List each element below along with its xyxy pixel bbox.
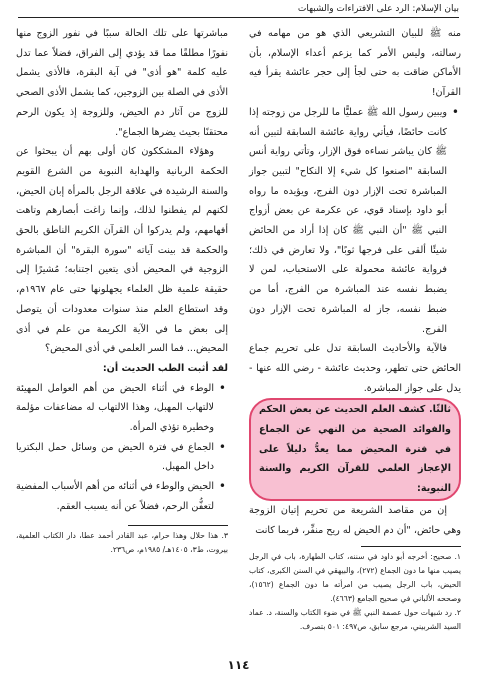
footnote: ٣. هذا حلال وهذا حرام، عبد القادر أحمد عطا، دار الكتاب العلمية، بيروت، ط٣، ١٤٠٥هـ/ ١٩٨٥م، ص٢٣٦.	[16, 530, 228, 554]
footnote-divider	[128, 525, 228, 526]
bullet-item: • الحيض والوطء في أثنائه من أهم الأسباب المفضية لتعفُّن الرحم، فضلاً عن أنه يسبب العقم.	[16, 477, 228, 516]
text-columns	[16, 24, 461, 650]
paragraph: وهؤلاء المشككون كان أولى بهم أن يبحثوا عن الحكمة الربانية والهداية النبوية من الشرع القويم والسنة الرشيدة في علاقة الرجل بالمرأة إبان الحيض، لكنهم لم يفطنوا لذلك، وإنما زاغت أبصارهم وتاهت أفهامهم، ولم يدركوا أن القرآن الكريم الناطق بالحق والحكمة قد بينت آياته "سورة البقرة" أن المباشرة الزوجية في المحيض أذى يتعين اجتنابه؛ مُشيرًا إلى حقيقة علمية ظل العلماء يجهلونها حتى عام ١٩٦٧م، وقد استطاع العلم منذ سنوات معدودات أن يتوصل إلى بعض ما في الآية الكريمة من علم في أذى المحيض... فما السر العلمي في أذى المحيض؟	[16, 146, 228, 355]
footnote-divider	[361, 546, 461, 547]
paragraph: منه ﷺ للبيان التشريعي الذي هو من مهامه في رسالته، وليس الأمر كما يزعم أعداء الإسلام، بأن الأماكن ضاقت به حتى لجأ إلى حجر عائشة يقرأ فيه القرآن!	[249, 28, 461, 99]
paragraph: فالآية والأحاديث السابقة تدل على تحريم جماع الحائض حتى تطهر، وحديث عائشة - رضي الله عنها - يدل على جواز المباشرة.	[249, 343, 461, 394]
footnote: ١. صحيح: أخرجه أبو داود في سننه، كتاب الطهارة، باب في الرجل يصيب منها ما دون الجماع (٢٧٢)، والبيهقي في السنن الكبرى، كتاب الحيض، باب الرجل يصيب من امرأته ما دون الجماع (١٥٦٢)، وصححه الألباني في صحيح الجامع (٤٦٦٣).	[249, 552, 462, 604]
bullet-paragraph: • ويبين رسول الله ﷺ عمليًّا ما للرجل من زوجته إذا كانت حائضًا، فيأتي رواية عائشة السابقة لتبين أنه ﷺ كان يباشر نساءه فوق الإزار، وتأتي رواية أنس السابقة "اصنعوا كل شيء إلا النكاح" لتبين جواز المباشرة تحت الإزار دون الفرج، ويؤيده ما رواه أبو داود بإسناد قوي، عن عكرمة عن بعض أزواج النبي ﷺ "أن النبي ﷺ كان إذا أراد من الحائض شيئًا ألقى على فرجها ثوبًا"، ولا تعارض في ذلك؛ فرواية عائشة محمولة على الاستحباب، لمن لا يضبط نفسه عند المباشرة من الفرج، أما من ضبط نفسه، جاز له المباشرة تحت الإزار دون الفرج.	[249, 103, 461, 339]
subheading: لقد أثبت الطب الحديث أن:	[102, 362, 228, 374]
running-header: بيان الإسلام: الرد على الافتراءات والشبهات	[18, 4, 459, 18]
bullet-item: • الوطء في أثناء الحيض من أهم العوامل المهيئة لالتهاب المهبل، وهذا الالتهاب له مضاعفات مؤلمة وخطيرة تؤذي المرأة.	[16, 379, 228, 438]
bullet-item: • الجماع في فترة الحيض من وسائل حمل البكتريا داخل المهبل.	[16, 438, 228, 477]
paragraph: مباشرتها على تلك الحالة سببًا في نفور الزوج منها نفورًا مطلقًا مما قد يؤدي إلى الفراق، فضلاً عما تدل عليه كلمة "هو أذى" في آية البقرة، فالأذى يشمل الأذى في الصلة بين الزوجين، كما يشمل الأذى الصحي للزوج من آثار دم الحيض، وللزوجة إذ يكون الرحم محتقنًا بحيث يضرها الجماع".	[16, 28, 228, 138]
paragraph: إن من مقاصد الشريعة من تحريم إتيان الزوجة وهي حائض، "أن دم الحيض له ريح منفِّر، فربما كانت	[249, 504, 461, 536]
footnote: ٢. رد شبهات حول عصمة النبي ﷺ في ضوء الكتاب والسنة، د. عماد السيد الشربيني، مرجع سابق، ص٤٩٧: ٥٠١ بتصرف.	[249, 608, 461, 632]
page-number: ١١٤	[227, 658, 250, 672]
left-column	[16, 24, 228, 557]
highlighted-heading: ثالثًا. كشف العلم الحديث عن بعض الحكم والفوائد الصحية من النهي عن الجماع في فترة المحيض مما يعدُّ دليلاً على الإعجاز العلمي للقرآن الكريم والسنة النبوية:	[249, 398, 461, 501]
right-column	[249, 24, 461, 634]
